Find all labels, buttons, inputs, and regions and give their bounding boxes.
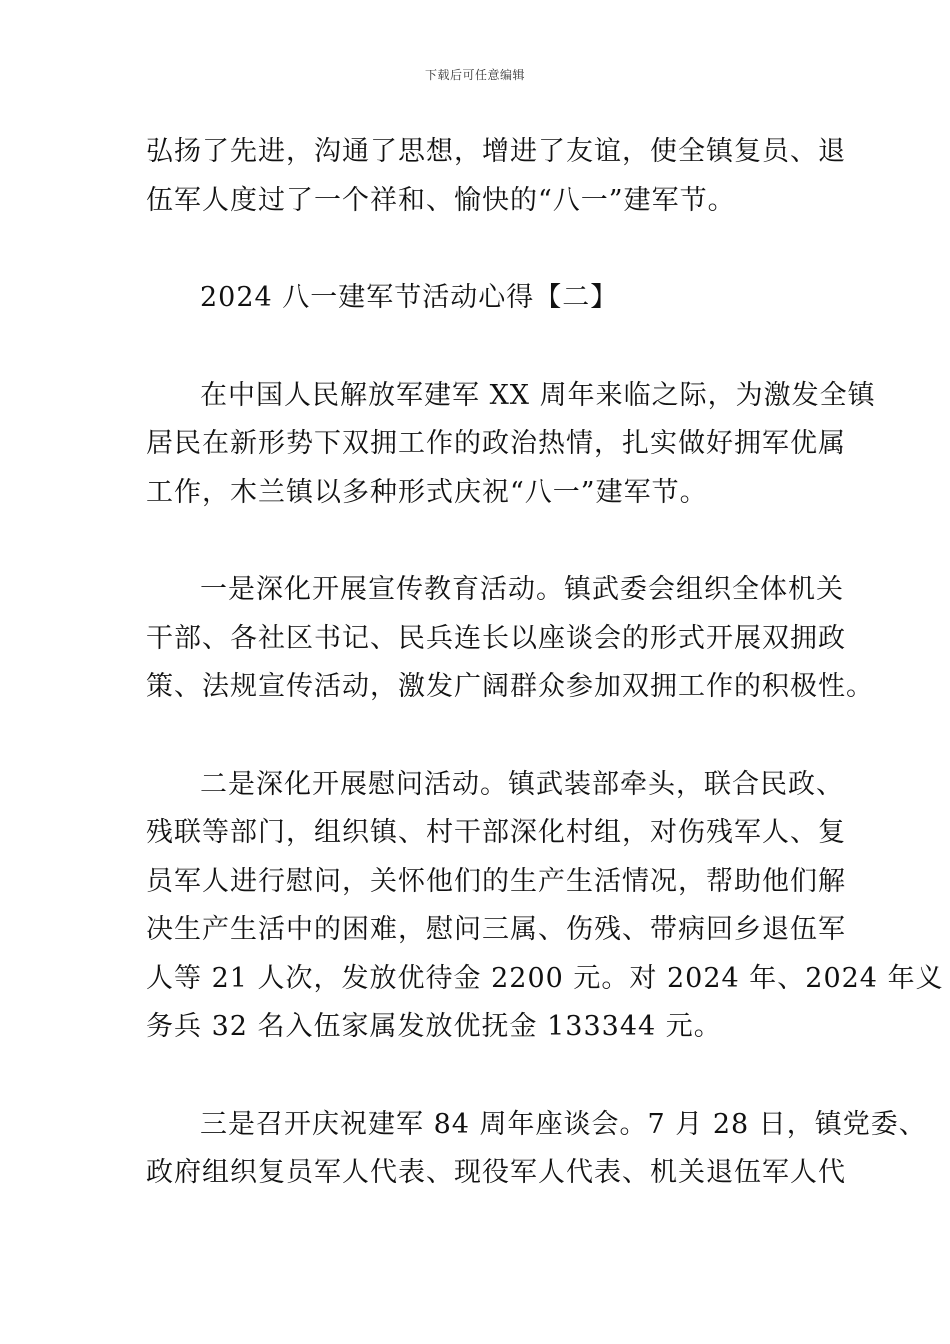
- text-line: 政府组织复员军人代表、现役军人代表、机关退伍军人代: [146, 1157, 846, 1188]
- text-line: 三是召开庆祝建军 84 周年座谈会。7 月 28 日，镇党委、: [200, 1108, 927, 1140]
- text-line: 在中国人民解放军建军 XX 周年来临之际，为激发全镇: [200, 379, 876, 411]
- section-heading: [146, 274, 816, 323]
- text-line: 干部、各社区书记、民兵连长以座谈会的形式开展双拥政: [146, 622, 846, 654]
- text-line: 人等 21 人次，发放优待金 2200 元。对 2024 年、2024 年义: [146, 962, 944, 994]
- text-line: 伍军人度过了一个祥和、愉快的“八一”建军节。: [146, 184, 736, 216]
- text-line: 弘扬了先进，沟通了思想，增进了友谊，使全镇复员、退: [146, 136, 846, 167]
- text-line: 工作，木兰镇以多种形式庆祝“八一”建军节。: [146, 476, 708, 508]
- section-heading-text: 2024 八一建军节活动心得【二】: [200, 282, 619, 313]
- text-line: 员军人进行慰问，关怀他们的生产生活情况，帮助他们解: [146, 865, 846, 897]
- text-line: 务兵 32 名入伍家属发放优抚金 133344 元。: [146, 1011, 722, 1042]
- text-line: 决生产生活中的困难，慰问三属、伤残、带病回乡退伍军: [146, 914, 846, 945]
- paragraph-point-one: [146, 566, 874, 712]
- text-line: 策、法规宣传活动，激发广阔群众参加双拥工作的积极性。: [146, 671, 874, 702]
- paragraph-intro: [146, 372, 876, 518]
- text-line: 一是深化开展宣传教育活动。镇武委会组织全体机关: [200, 574, 844, 605]
- paragraph-point-two: [146, 761, 944, 1052]
- paragraph-point-three: [146, 1101, 927, 1198]
- text-line: 居民在新形势下双拥工作的政治热情，扎实做好拥军优属: [146, 428, 846, 459]
- document-body: [146, 128, 944, 1198]
- text-line: 二是深化开展慰问活动。镇武装部牵头，联合民政、: [200, 768, 844, 800]
- page-header: 下载后可任意编辑: [424, 68, 525, 82]
- paragraph-continuation: [146, 128, 846, 225]
- text-line: 残联等部门，组织镇、村干部深化村组，对伤残军人、复: [146, 817, 846, 848]
